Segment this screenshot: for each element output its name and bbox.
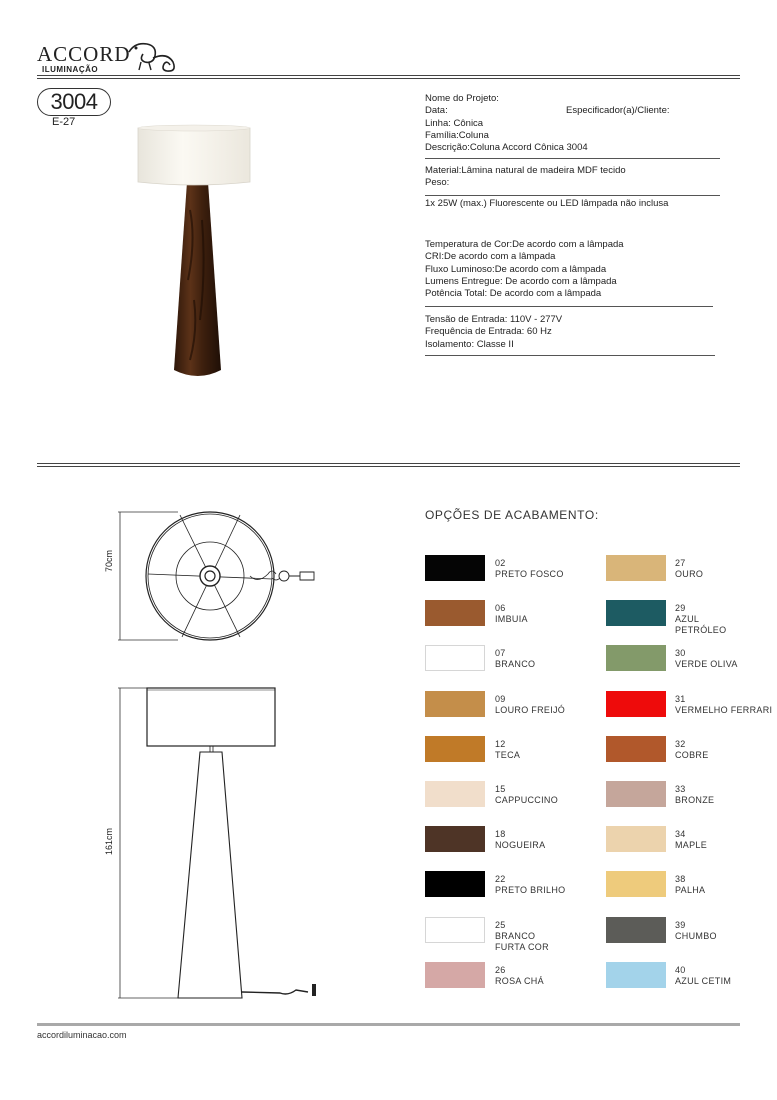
finish-name: VERMELHO FERRARI	[675, 704, 773, 715]
finish-label-39	[675, 920, 717, 942]
spec-divider-4	[425, 355, 715, 356]
finish-name: PETRÓLEO	[675, 625, 727, 636]
middle-divider-2	[37, 466, 740, 467]
finish-code: 39	[675, 919, 686, 930]
finish-label-27	[675, 558, 703, 580]
finish-name: ROSA CHÁ	[495, 975, 544, 986]
spec-date: Data:	[425, 105, 448, 117]
finish-label-29	[675, 603, 726, 636]
finish-code: 06	[495, 603, 506, 614]
spec-description: Descrição:Coluna Accord Cônica 3004	[425, 142, 588, 154]
spec-project-name: Nome do Projeto:	[425, 93, 499, 104]
spec-block-4	[425, 314, 725, 351]
finish-swatch-26	[425, 962, 485, 988]
finish-code: 07	[495, 648, 506, 659]
finish-name: COBRE	[675, 749, 709, 760]
finish-swatch-22	[425, 871, 485, 897]
spec-divider-2	[425, 195, 720, 196]
finish-code: 12	[495, 738, 506, 749]
finishes-title: OPÇÕES DE ACABAMENTO:	[425, 508, 599, 522]
finish-swatch-25	[425, 917, 485, 943]
finish-label-30	[675, 648, 738, 670]
finish-code: 09	[495, 693, 506, 704]
finish-code: 31	[675, 693, 686, 704]
product-photo	[130, 120, 265, 385]
spec-input-voltage: Tensão de Entrada: 110V - 277V	[425, 314, 563, 325]
finish-name: PRETO BRILHO	[495, 885, 566, 896]
spec-total-power: Potência Total: De acordo com a lâmpada	[425, 288, 602, 300]
finish-code: 30	[675, 648, 686, 659]
finish-label-26	[495, 965, 544, 987]
finish-label-31	[675, 694, 772, 716]
middle-divider	[37, 463, 740, 464]
spec-line: Linha: Cônica	[425, 117, 484, 129]
finish-swatch-31	[606, 691, 666, 717]
spec-divider-3	[425, 306, 713, 307]
finish-label-12	[495, 739, 520, 761]
finish-swatch-40	[606, 962, 666, 988]
finish-code: 34	[675, 829, 686, 840]
spec-block-3	[425, 239, 725, 300]
spec-lumens: Lumens Entregue: De acordo com a lâmpada	[425, 275, 617, 287]
finish-swatch-06	[425, 600, 485, 626]
finish-swatch-33	[606, 781, 666, 807]
finish-label-02	[495, 558, 564, 580]
finish-label-06	[495, 603, 528, 625]
finish-name: BRONZE	[675, 795, 715, 805]
spec-luminous-flux: Fluxo Luminoso:De acordo com a lâmpada	[425, 263, 607, 275]
spec-divider-1	[425, 158, 720, 159]
finish-name: FURTA COR	[495, 941, 549, 952]
finish-code: 33	[675, 784, 686, 794]
finish-code: 26	[495, 964, 506, 975]
brand-name: ACCORD	[37, 42, 131, 66]
finish-swatch-32	[606, 736, 666, 762]
finish-label-18	[495, 829, 545, 851]
spec-insulation: Isolamento: Classe II	[425, 338, 514, 350]
finish-swatch-02	[425, 555, 485, 581]
finish-name: LOURO FREIJÓ	[495, 704, 566, 715]
finish-code: 25	[495, 919, 506, 930]
finish-swatch-27	[606, 555, 666, 581]
finish-swatch-39	[606, 917, 666, 943]
finish-name: NOGUEIRA	[495, 840, 546, 851]
spec-cri: CRI:De acordo com a lâmpada	[425, 251, 556, 263]
finish-name: BRANCO	[495, 659, 536, 670]
finish-name: CHUMBO	[675, 930, 717, 941]
finish-code: 29	[675, 603, 686, 614]
finish-name: PRETO FOSCO	[495, 569, 564, 579]
brand-logo	[37, 38, 157, 76]
spec-lamp: 1x 25W (max.) Fluorescente ou LED lâmpada não inclusa	[425, 198, 669, 209]
model-number: 3004	[37, 88, 111, 116]
spec-color-temperature: Temperatura de Cor:De acordo com a lâmpada	[425, 239, 624, 250]
finish-label-22	[495, 874, 565, 896]
finish-code: 40	[675, 964, 686, 975]
finish-swatch-07	[425, 645, 485, 671]
finish-code: 38	[675, 874, 686, 885]
technical-drawing	[100, 500, 330, 1010]
dimension-height: 161cm	[104, 827, 114, 855]
finish-swatch-18	[425, 826, 485, 852]
finish-name: CAPPUCCINO	[495, 795, 559, 805]
finish-label-07	[495, 648, 535, 670]
finish-code: 18	[495, 829, 506, 840]
spec-specifier: Especificador(a)/Cliente:	[566, 105, 670, 116]
finish-name: OURO	[675, 569, 704, 579]
header-divider-2	[37, 78, 740, 79]
finish-swatch-30	[606, 645, 666, 671]
chameleon-icon	[127, 38, 187, 76]
finish-swatch-38	[606, 871, 666, 897]
finish-name: AZUL CETIM	[675, 975, 732, 986]
finish-label-38	[675, 874, 705, 896]
finish-name: IMBUIA	[495, 614, 528, 625]
footer-website: accordiluminacao.com	[37, 1030, 127, 1040]
finish-swatch-29	[606, 600, 666, 626]
spec-family: Família:Coluna	[425, 129, 489, 141]
finish-label-32	[675, 739, 709, 761]
dimension-diameter: 70cm	[104, 549, 114, 572]
finish-label-40	[675, 965, 731, 987]
finish-name: TECA	[495, 749, 521, 760]
header-divider	[37, 75, 740, 76]
socket-type: E-27	[52, 116, 76, 128]
finish-code: 32	[675, 738, 686, 749]
finish-swatch-12	[425, 736, 485, 762]
finish-swatch-15	[425, 781, 485, 807]
footer-divider	[37, 1023, 740, 1026]
finish-swatch-34	[606, 826, 666, 852]
finish-label-34	[675, 829, 707, 851]
finish-name: MAPLE	[675, 840, 708, 851]
spec-block-2	[425, 165, 725, 190]
brand-subtitle: ILUMINAÇÃO	[42, 65, 99, 74]
finish-code: 02	[495, 558, 506, 568]
finish-label-33	[675, 784, 714, 806]
finish-label-09	[495, 694, 565, 716]
finish-name: AZUL	[675, 614, 700, 625]
finish-code: 22	[495, 874, 506, 885]
finish-swatch-09	[425, 691, 485, 717]
spec-material: Material:Lâmina natural de madeira MDF tecido	[425, 165, 626, 176]
finish-label-25	[495, 920, 549, 953]
finish-name: BRANCO	[495, 930, 536, 941]
spec-block-1	[425, 93, 725, 154]
finish-name: VERDE OLIVA	[675, 659, 738, 670]
finish-name: PALHA	[675, 885, 706, 896]
finish-label-15	[495, 784, 558, 806]
spec-input-frequency: Frequência de Entrada: 60 Hz	[425, 326, 552, 338]
finish-code: 27	[675, 558, 686, 568]
finish-code: 15	[495, 784, 506, 794]
spec-weight: Peso:	[425, 177, 450, 189]
